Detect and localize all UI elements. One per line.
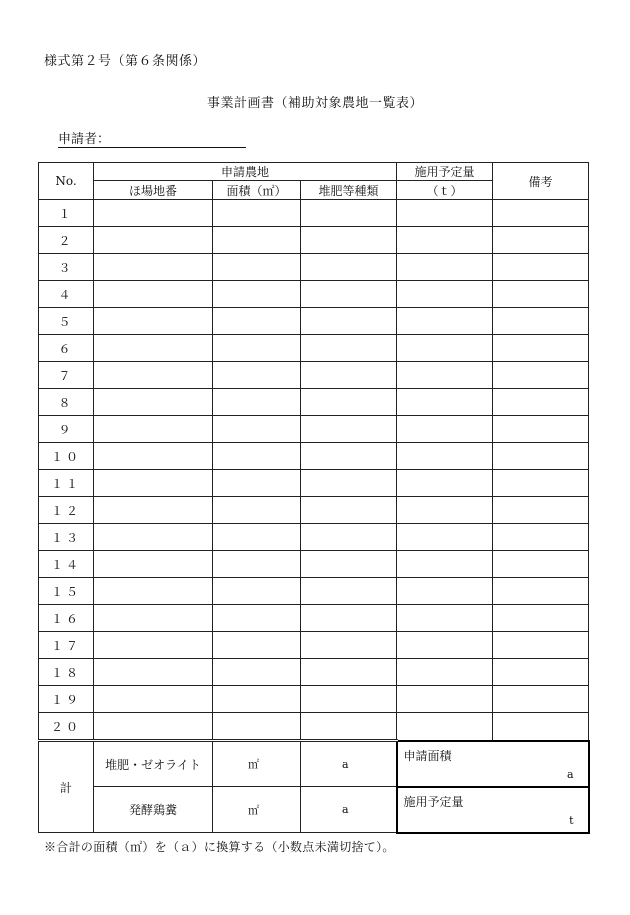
table-row bbox=[39, 524, 589, 551]
field-number-cell[interactable] bbox=[94, 281, 213, 308]
header-row-1 bbox=[39, 163, 589, 181]
compost-type-cell[interactable] bbox=[301, 443, 397, 470]
remarks-cell[interactable] bbox=[493, 416, 589, 443]
compost-type-cell[interactable] bbox=[301, 632, 397, 659]
planned-amount-cell[interactable] bbox=[397, 200, 493, 227]
row-number: １４ bbox=[39, 551, 94, 578]
field-number-cell[interactable] bbox=[94, 200, 213, 227]
remarks-cell[interactable] bbox=[493, 389, 589, 416]
row-number: １２ bbox=[39, 497, 94, 524]
total-item-name: 発酵鶏糞 bbox=[94, 787, 213, 833]
area-cell[interactable] bbox=[213, 254, 301, 281]
table-row bbox=[39, 632, 589, 659]
planned-amount-cell[interactable] bbox=[397, 443, 493, 470]
compost-type-cell[interactable] bbox=[301, 227, 397, 254]
table-row bbox=[39, 389, 589, 416]
planned-amount-cell[interactable] bbox=[397, 524, 493, 551]
field-number-cell[interactable] bbox=[94, 605, 213, 632]
planned-amount-cell[interactable] bbox=[397, 335, 493, 362]
area-cell[interactable] bbox=[213, 551, 301, 578]
total-are-cell[interactable]: a bbox=[301, 741, 397, 787]
header-no: No. bbox=[39, 163, 94, 200]
compost-type-cell[interactable] bbox=[301, 659, 397, 686]
compost-type-cell[interactable] bbox=[301, 578, 397, 605]
row-number: １９ bbox=[39, 686, 94, 713]
field-number-cell[interactable] bbox=[94, 632, 213, 659]
field-number-cell[interactable] bbox=[94, 308, 213, 335]
remarks-cell[interactable] bbox=[493, 632, 589, 659]
compost-type-cell[interactable] bbox=[301, 308, 397, 335]
total-are-cell[interactable]: a bbox=[301, 787, 397, 833]
header-field-number: ほ場地番 bbox=[94, 181, 213, 200]
area-cell[interactable] bbox=[213, 335, 301, 362]
planned-amount-cell[interactable] bbox=[397, 578, 493, 605]
field-number-cell[interactable] bbox=[94, 389, 213, 416]
field-number-cell[interactable] bbox=[94, 416, 213, 443]
remarks-cell[interactable] bbox=[493, 281, 589, 308]
compost-type-cell[interactable] bbox=[301, 254, 397, 281]
planned-amount-cell[interactable] bbox=[397, 632, 493, 659]
area-cell[interactable] bbox=[213, 227, 301, 254]
document-title: 事業計画書（補助対象農地一覧表） bbox=[206, 96, 423, 111]
remarks-cell[interactable] bbox=[493, 686, 589, 713]
planned-amount-label: 施用予定量 bbox=[403, 794, 464, 809]
remarks-cell[interactable] bbox=[493, 443, 589, 470]
planned-amount-cell[interactable] bbox=[397, 281, 493, 308]
field-number-cell[interactable] bbox=[94, 497, 213, 524]
area-cell[interactable] bbox=[213, 200, 301, 227]
area-cell[interactable] bbox=[213, 578, 301, 605]
area-cell[interactable] bbox=[213, 308, 301, 335]
footnote: ※合計の面積（㎡）を（ａ）に換算する（小数点未満切捨て）。 bbox=[44, 840, 395, 854]
field-number-cell[interactable] bbox=[94, 227, 213, 254]
area-cell[interactable] bbox=[213, 470, 301, 497]
remarks-cell[interactable] bbox=[493, 713, 589, 741]
total-area-cell[interactable]: ㎡ bbox=[213, 741, 301, 787]
compost-type-cell[interactable] bbox=[301, 524, 397, 551]
area-cell[interactable] bbox=[213, 524, 301, 551]
row-number: ６ bbox=[39, 335, 94, 362]
field-number-cell[interactable] bbox=[94, 713, 213, 741]
field-number-cell[interactable] bbox=[94, 686, 213, 713]
field-number-cell[interactable] bbox=[94, 335, 213, 362]
table-row bbox=[39, 443, 589, 470]
table-row bbox=[39, 281, 589, 308]
planned-amount-cell[interactable] bbox=[397, 659, 493, 686]
planned-amount-box[interactable] bbox=[397, 787, 589, 833]
compost-type-cell[interactable] bbox=[301, 335, 397, 362]
planned-amount-cell[interactable] bbox=[397, 308, 493, 335]
applicant-label: 申請者： bbox=[58, 132, 111, 147]
area-cell[interactable] bbox=[213, 632, 301, 659]
applied-area-box[interactable] bbox=[397, 741, 589, 787]
row-number: １６ bbox=[39, 605, 94, 632]
header-area: 面積（㎡） bbox=[213, 181, 301, 200]
header-planned-amount-unit: （ｔ） bbox=[397, 181, 493, 200]
row-number: １０ bbox=[39, 443, 94, 470]
compost-type-cell[interactable] bbox=[301, 551, 397, 578]
compost-type-cell[interactable] bbox=[301, 713, 397, 741]
remarks-cell[interactable] bbox=[493, 524, 589, 551]
header-applied-land: 申請農地 bbox=[94, 163, 397, 181]
total-row-2 bbox=[39, 787, 589, 833]
remarks-cell[interactable] bbox=[493, 200, 589, 227]
compost-type-cell[interactable] bbox=[301, 470, 397, 497]
area-cell[interactable] bbox=[213, 605, 301, 632]
planned-amount-unit: t bbox=[569, 813, 574, 827]
table-row bbox=[39, 416, 589, 443]
table-row bbox=[39, 200, 589, 227]
total-row-1 bbox=[39, 741, 589, 787]
remarks-cell[interactable] bbox=[493, 578, 589, 605]
row-number: ８ bbox=[39, 389, 94, 416]
farmland-plan-table bbox=[38, 162, 590, 834]
field-number-cell[interactable] bbox=[94, 524, 213, 551]
table-row bbox=[39, 308, 589, 335]
applied-area-unit: a bbox=[566, 767, 574, 781]
compost-type-cell[interactable] bbox=[301, 686, 397, 713]
form-number: 様式第２号（第６条関係） bbox=[44, 54, 207, 69]
remarks-cell[interactable] bbox=[493, 605, 589, 632]
header-compost-type: 堆肥等種類 bbox=[301, 181, 397, 200]
row-number: ９ bbox=[39, 416, 94, 443]
table-row bbox=[39, 659, 589, 686]
applicant-underline bbox=[58, 147, 246, 148]
compost-type-cell[interactable] bbox=[301, 605, 397, 632]
remarks-cell[interactable] bbox=[493, 335, 589, 362]
total-label: 計 bbox=[39, 741, 94, 833]
field-number-cell[interactable] bbox=[94, 470, 213, 497]
planned-amount-cell[interactable] bbox=[397, 416, 493, 443]
table-row bbox=[39, 578, 589, 605]
header-remarks: 備考 bbox=[493, 163, 589, 200]
remarks-cell[interactable] bbox=[493, 551, 589, 578]
table-row bbox=[39, 551, 589, 578]
table-row bbox=[39, 254, 589, 281]
row-number: １ bbox=[39, 200, 94, 227]
applied-area-label: 申請面積 bbox=[403, 748, 452, 763]
field-number-cell[interactable] bbox=[94, 443, 213, 470]
table-row bbox=[39, 470, 589, 497]
row-number: ２０ bbox=[39, 713, 94, 741]
compost-type-cell[interactable] bbox=[301, 200, 397, 227]
area-cell[interactable] bbox=[213, 416, 301, 443]
table-row bbox=[39, 362, 589, 389]
table-row bbox=[39, 227, 589, 254]
planned-amount-cell[interactable] bbox=[397, 551, 493, 578]
compost-type-cell[interactable] bbox=[301, 362, 397, 389]
area-cell[interactable] bbox=[213, 686, 301, 713]
remarks-cell[interactable] bbox=[493, 659, 589, 686]
remarks-cell[interactable] bbox=[493, 497, 589, 524]
row-number: １３ bbox=[39, 524, 94, 551]
planned-amount-cell[interactable] bbox=[397, 254, 493, 281]
header-planned-amount: 施用予定量 bbox=[397, 163, 493, 181]
area-cell[interactable] bbox=[213, 659, 301, 686]
row-number: １８ bbox=[39, 659, 94, 686]
row-number: ７ bbox=[39, 362, 94, 389]
field-number-cell[interactable] bbox=[94, 578, 213, 605]
row-number: ２ bbox=[39, 227, 94, 254]
field-number-cell[interactable] bbox=[94, 659, 213, 686]
area-cell[interactable] bbox=[213, 362, 301, 389]
field-number-cell[interactable] bbox=[94, 254, 213, 281]
row-number: ４ bbox=[39, 281, 94, 308]
area-cell[interactable] bbox=[213, 713, 301, 741]
planned-amount-cell[interactable] bbox=[397, 227, 493, 254]
planned-amount-cell[interactable] bbox=[397, 605, 493, 632]
table-row bbox=[39, 497, 589, 524]
planned-amount-cell[interactable] bbox=[397, 362, 493, 389]
table-row bbox=[39, 686, 589, 713]
compost-type-cell[interactable] bbox=[301, 497, 397, 524]
planned-amount-cell[interactable] bbox=[397, 389, 493, 416]
area-cell[interactable] bbox=[213, 281, 301, 308]
table-row bbox=[39, 713, 589, 741]
field-number-cell[interactable] bbox=[94, 551, 213, 578]
compost-type-cell[interactable] bbox=[301, 416, 397, 443]
table-row bbox=[39, 335, 589, 362]
area-cell[interactable] bbox=[213, 443, 301, 470]
row-number: ３ bbox=[39, 254, 94, 281]
row-number: ５ bbox=[39, 308, 94, 335]
total-area-cell[interactable]: ㎡ bbox=[213, 787, 301, 833]
planned-amount-cell[interactable] bbox=[397, 713, 493, 741]
field-number-cell[interactable] bbox=[94, 362, 213, 389]
total-item-name: 堆肥・ゼオライト bbox=[94, 741, 213, 787]
row-number: １７ bbox=[39, 632, 94, 659]
area-cell[interactable] bbox=[213, 389, 301, 416]
remarks-cell[interactable] bbox=[493, 254, 589, 281]
table-row bbox=[39, 605, 589, 632]
planned-amount-cell[interactable] bbox=[397, 686, 493, 713]
row-number: １５ bbox=[39, 578, 94, 605]
remarks-cell[interactable] bbox=[493, 362, 589, 389]
planned-amount-cell[interactable] bbox=[397, 470, 493, 497]
data-rows bbox=[39, 200, 589, 741]
remarks-cell[interactable] bbox=[493, 470, 589, 497]
planned-amount-cell[interactable] bbox=[397, 497, 493, 524]
compost-type-cell[interactable] bbox=[301, 389, 397, 416]
remarks-cell[interactable] bbox=[493, 227, 589, 254]
compost-type-cell[interactable] bbox=[301, 281, 397, 308]
row-number: １１ bbox=[39, 470, 94, 497]
remarks-cell[interactable] bbox=[493, 308, 589, 335]
area-cell[interactable] bbox=[213, 497, 301, 524]
